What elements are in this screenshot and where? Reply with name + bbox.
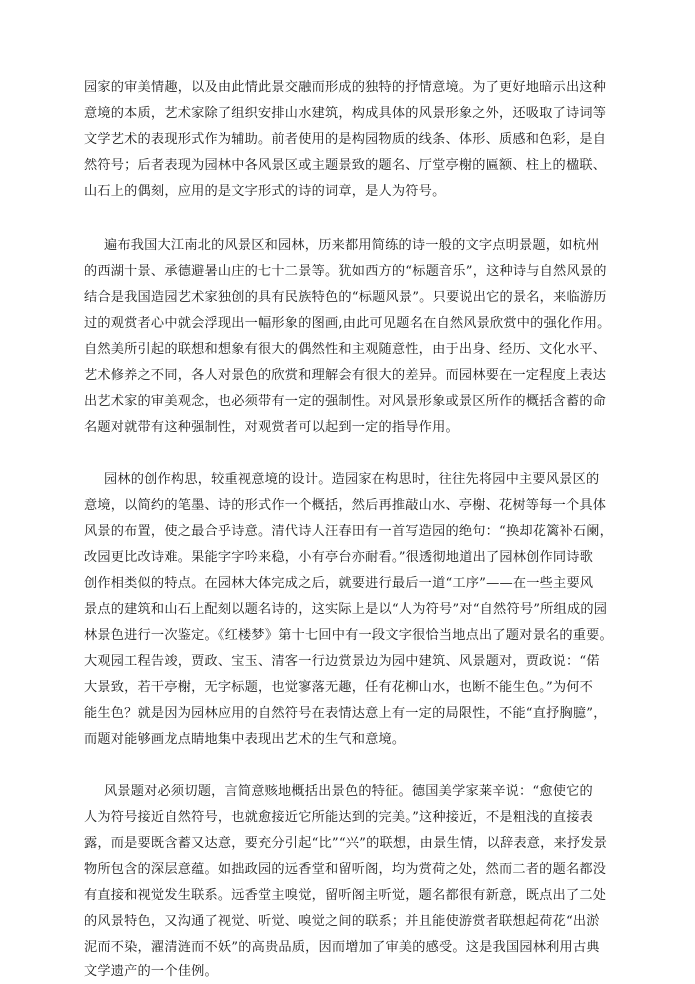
text-line: 意境的本质，艺术家除了组织安排山水建筑，构成具体的风景形象之外，还吸取了诗词等 (84, 106, 607, 121)
text-line: 结合是我国造园艺术家独创的具有民族特色的“标题风景”。只要说出它的景名，来临游历 (84, 290, 607, 305)
text-line: 林景色进行一次鉴定。《红楼梦》第十七回中有一段文字很恰当地点出了题对景名的重要。 (84, 628, 613, 643)
text-line: 创作相类似的特点。在园林大体完成之后，就要进行最后一道“工序”——在一些主要风 (84, 576, 594, 591)
text-line: 园林的创作构思，较重视意境的设计。造园家在构思时，往往先将园中主要风景区的 (104, 472, 600, 487)
text-line: 大观园工程告竣，贾政、宝玉、清客一行边赏景边为园中建筑、风景题对，贾政说：“偌 (84, 654, 600, 669)
text-line: 人为符号接近自然符号，也就愈接近它所能达到的完美。”这种接近，不是粗浅的直接表 (84, 810, 594, 825)
text-line: 文学遗产的一个佳例。 (84, 964, 218, 979)
text-line: 景点的建筑和山石上配刻以题名诗的，这实际上是以“人为符号”对“自然符号”所组成的园 (84, 602, 608, 617)
text-line: 园家的审美情趣，以及由此情此景交融而形成的独特的抒情意境。为了更好地暗示出这种 (84, 80, 607, 95)
text-line: 露，而是要既含蓄又达意，要充分引起“比”“兴”的联想，由景生情，以辞表意，来抒发景 (84, 836, 608, 851)
text-line: 而题对能够画龙点睛地集中表现出艺术的生气和意境。 (84, 732, 406, 747)
text-line: 改园更比改诗难。果能字字吟来稳，小有亭台亦耐看。”很透彻地道出了园林创作同诗歌 (84, 550, 594, 565)
text-line: 名题对就带有这种强制性，对观赏者可以起到一定的指导作用。 (84, 420, 459, 435)
text-line: 艺术修养之不同，各人对景色的欣赏和理解会有很大的差异。而园林要在一定程度上表达 (84, 368, 607, 383)
text-line: 有直接和视觉发生联系。远香堂主嗅觉，留听阁主听觉，题名都很有新意，既点出了二处 (84, 888, 607, 903)
text-line: 过的观赏者心中就会浮现出一幅形象的图画,由此可见题名在自然风景欣赏中的强化作用。 (84, 316, 611, 331)
text-line: 文学艺术的表现形式作为辅助。前者使用的是构园物质的线条、体形、质感和色彩，是自 (84, 132, 607, 147)
text-line: 的风景特色，又沟通了视觉、听觉、嗅觉之间的联系；并且能使游赏者联想起荷花“出淤 (84, 914, 600, 929)
text-line: 然符号；后者表现为园林中各风景区或主题景致的题名、厅堂亭榭的匾额、柱上的楹联、 (84, 158, 607, 173)
text-line: 能生色？就是因为园林应用的自然符号在表情达意上有一定的局限性，不能“直抒胸臆”， (84, 706, 607, 721)
text-line: 出艺术家的审美观念，也必须带有一定的强制性。对风景形象或景区所作的概括含蓄的命 (84, 394, 607, 409)
text-line: 大景致，若干亭榭，无字标题，也觉寥落无趣，任有花柳山水，也断不能生色。”为何不 (84, 680, 594, 695)
text-line: 的西湖十景、承德避暑山庄的七十二景等。犹如西方的“标题音乐”，这种诗与自然风景的 (84, 264, 607, 279)
text-line: 风景题对必须切题，言简意赅地概括出景色的特征。德国美学家莱辛说：“愈使它的 (104, 784, 593, 799)
text-line: 物所包含的深层意蕴。如拙政园的远香堂和留听阁，均为赏荷之处，然而二者的题名都没 (84, 862, 607, 877)
text-line: 泥而不染，濯清涟而不妖”的高贵品质，因而增加了审美的感受。这是我国园林利用古典 (84, 940, 600, 955)
text-line: 风景的布置，使之最合乎诗意。清代诗人汪春田有一首写造园的绝句：“换却花篱补石阑， (84, 524, 614, 539)
text-line: 遍布我国大江南北的风景区和园林，历来都用简练的诗一般的文字点明景题，如杭州 (104, 238, 600, 253)
text-line: 意境，以简约的笔墨、诗的形式作一个概括，然后再推敲山水、亭榭、花树等每一个具体 (84, 498, 607, 513)
text-line: 自然美所引起的联想和想象有很大的偶然性和主观随意性，由于出身、经历、文化水平、 (84, 342, 607, 357)
text-line: 山石上的偶刻，应用的是文字形式的诗的词章，是人为符号。 (84, 184, 446, 199)
